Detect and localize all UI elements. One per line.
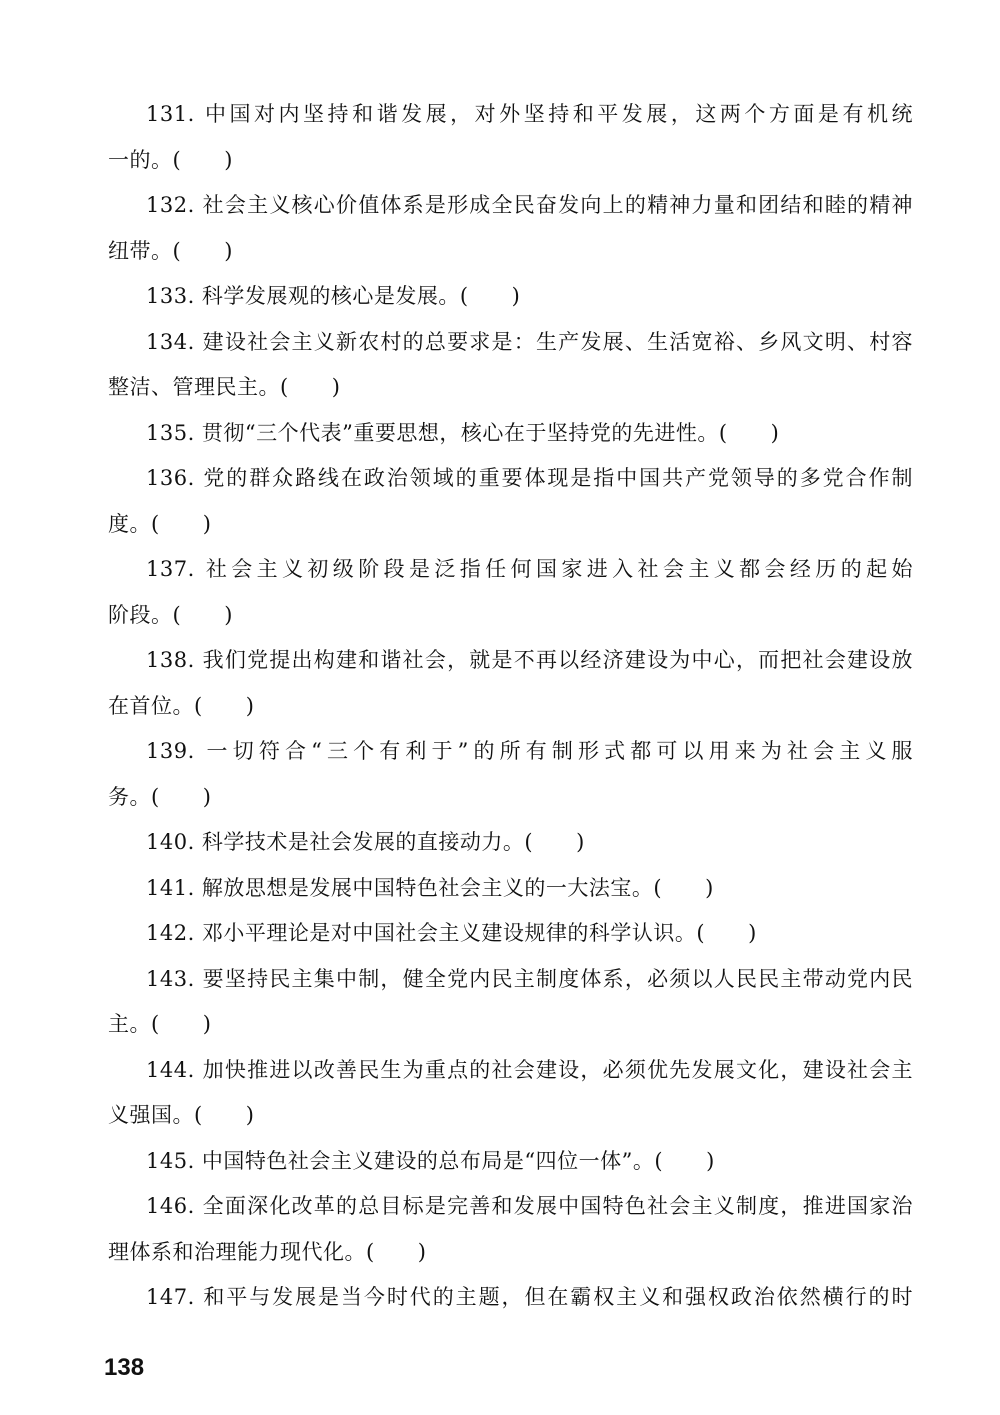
question-text-continued: 务。( ) [108, 784, 212, 809]
question-text-continued: 一的。( ) [108, 147, 233, 172]
question-139 [108, 729, 913, 820]
question-132 [108, 183, 913, 274]
question-147 [108, 1275, 913, 1321]
question-144 [108, 1048, 913, 1139]
question-135 [108, 411, 913, 457]
question-146 [108, 1184, 913, 1275]
question-131 [108, 92, 913, 183]
question-141 [108, 866, 913, 912]
question-text-continued: 度。( ) [108, 511, 212, 536]
page-number: 138 [104, 1354, 145, 1381]
question-list [108, 92, 913, 1321]
question-136 [108, 456, 913, 547]
question-137 [108, 547, 913, 638]
question-text: 134. 建设社会主义新农村的总要求是：生产发展、生活宽裕、乡风文明、村容 [146, 329, 913, 354]
question-text: 141. 解放思想是发展中国特色社会主义的一大法宝。( ) [146, 875, 714, 900]
question-138 [108, 638, 913, 729]
question-text: 133. 科学发展观的核心是发展。( ) [146, 284, 521, 308]
question-145 [108, 1139, 913, 1185]
question-text: 145. 中国特色社会主义建设的总布局是“四位一体”。( ) [146, 1148, 715, 1173]
question-text: 138. 我们党提出构建和谐社会，就是不再以经济建设为中心，而把社会建设放 [146, 648, 913, 672]
question-140 [108, 820, 913, 866]
question-text-continued: 在首位。( ) [108, 693, 255, 718]
question-text-continued: 理体系和治理能力现代化。( ) [108, 1239, 427, 1264]
question-text: 137. 社会主义初级阶段是泛指任何国家进入社会主义都会经历的起始 [146, 557, 913, 581]
question-text-continued: 纽带。( ) [108, 238, 233, 263]
question-text: 143. 要坚持民主集中制，健全党内民主制度体系，必须以人民民主带动党内民 [146, 966, 913, 991]
question-text: 144. 加快推进以改善民生为重点的社会建设，必须优先发展文化，建设社会主 [146, 1057, 913, 1082]
question-text: 135. 贯彻“三个代表”重要思想，核心在于坚持党的先进性。( ) [146, 420, 780, 445]
question-text: 140. 科学技术是社会发展的直接动力。( ) [146, 830, 585, 854]
question-142 [108, 911, 913, 957]
question-text-continued: 主。( ) [108, 1012, 212, 1036]
question-text-continued: 阶段。( ) [108, 602, 233, 627]
question-text-continued: 义强国。( ) [108, 1103, 255, 1127]
question-text-continued: 整洁、管理民主。( ) [108, 375, 341, 399]
question-text: 146. 全面深化改革的总目标是完善和发展中国特色社会主义制度，推进国家治 [146, 1194, 913, 1218]
question-text: 139. 一切符合“三个有利于”的所有制形式都可以用来为社会主义服 [146, 739, 913, 763]
question-134 [108, 320, 913, 411]
question-133 [108, 274, 913, 320]
question-text: 136. 党的群众路线在政治领域的重要体现是指中国共产党领导的多党合作制 [146, 466, 913, 490]
question-143 [108, 957, 913, 1048]
question-text: 132. 社会主义核心价值体系是形成全民奋发向上的精神力量和团结和睦的精神 [146, 193, 913, 217]
question-text: 131. 中国对内坚持和谐发展，对外坚持和平发展，这两个方面是有机统 [146, 102, 913, 126]
question-text: 147. 和平与发展是当今时代的主题，但在霸权主义和强权政治依然横行的时 [146, 1285, 913, 1309]
question-text: 142. 邓小平理论是对中国社会主义建设规律的科学认识。( ) [146, 921, 757, 945]
